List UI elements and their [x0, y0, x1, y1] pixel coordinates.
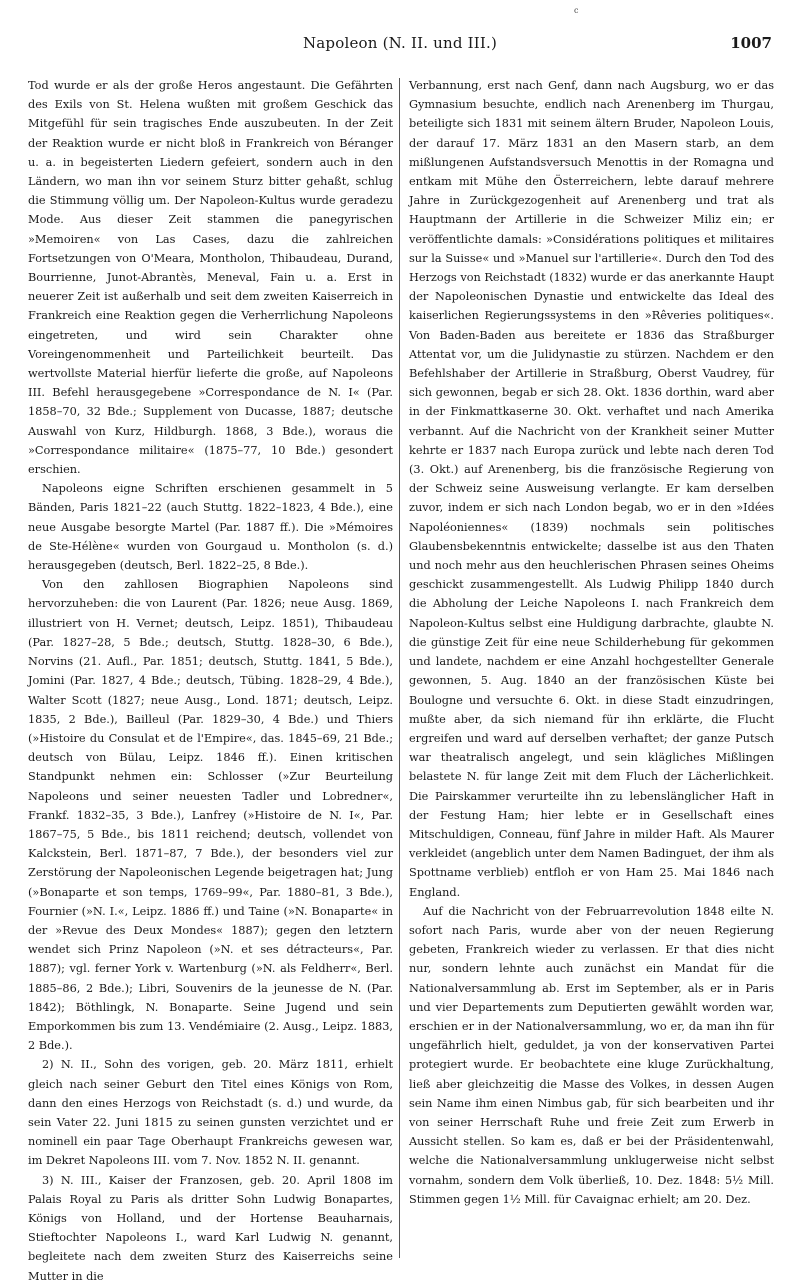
- paragraph-biographies: Von den zahllosen Biographien Napoleons sind hervorzuheben: die von Laurent (Par. 1826; neue Ausg. 1869, illustriert von H. Vernet; deutsch, Leipz. 1851), Thibaudeau (Par. 1827–28, 5 Bde.; deutsch, Stuttg. 1828–30, 6 Bde.), Norvins (21. Aufl., Par. 1851; deutsch, Stuttg. 1841, 5 Bde.), Jomini (Par. 1827, 4 Bde.; deutsch, Tübing. 1828–29, 4 Bde.), Walter Scott (1827; neue Ausg., Lond. 1871; deutsch, Leipz. 1835, 2 Bde.), Bailleul (Par. 1829–30, 4 Bde.) und Thiers (»Histoire du Consulat et de l'Empire«, das. 1845–69, 21 Bde.; deutsch von Bülau, Leipz. 1846 ff.). Einen kritischen Standpunkt nehmen ein: Schlosser (»Zur Beurteilung Napoleons und seiner neuesten Tadler und Lobredner«, Frankf. 1832–35, 3 Bde.), Lanfrey (»Histoire de N. I«, Par. 1867–75, 5 Bde., bis 1811 reichend; deutsch, vollendet von Kalckstein, Berl. 1871–87, 7 Bde.), der besonders viel zur Zerstörung der Napoleonischen Legende beigetragen hat; Jung (»Bonaparte et son temps, 1769–99«, Par. 1880–81, 3 Bde.), Fournier (»N. I.«, Leipz. 1886 ff.) und Taine (»N. Bonaparte« in der »Revue des Deux Mondes« 1887); gegen den letztern wendet sich Prinz Napoleon (»N. et ses détracteurs«, Par. 1887); vgl. ferner York v. Wartenburg (»N. als Feldherr«, Berl. 1885–86, 2 Bde.); Libri, Souvenirs de la jeunesse de N. (Par. 1842); Böthlingk, N. Bonaparte. Seine Jugend und sein Emporkommen bis zum 13. Vendémiaire (2. Ausg., Leipz. 1883, 2 Bde.).: [28, 578, 393, 1053]
- scan-mark: c: [574, 6, 579, 15]
- running-title: Napoleon (N. II. und III.): [302, 34, 498, 52]
- paragraph-napoleon-iii-start: 3) N. III., Kaiser der Franzosen, geb. 20. April 1808 im Palais Royal zu Paris als dritter Sohn Ludwig Bonapartes, Königs von Holland, und der Hortense Beauharnais, Stieftochter Napoleons I., ward Karl Ludwig N. genannt, begleitete nach dem zweiten Sturz des Kaiserreichs seine Mutter in die: [28, 1173, 393, 1283]
- paragraph-napoleon-ii: 2) N. II., Sohn des vorigen, geb. 20. März 1811, erhielt gleich nach seiner Geburt den Titel eines Königs von Rom, dann den eines Herzogs von Reichstadt (s. d.) und wurde, da sein Vater 22. Juni 1815 zu seinen gunsten verzichtet und er nominell ein paar Tage Oberhaupt Frankreichs gewesen war, im Dekret Napoleons III. vom 7. Nov. 1852 N. II. genannt.: [28, 1058, 393, 1168]
- page-header: [28, 34, 772, 56]
- paragraph-february-revolution: Auf die Nachricht von der Februarrevolution 1848 eilte N. sofort nach Paris, wurde aber von der neuen Regierung gebeten, Frankreich wieder zu verlassen. Er that dies nicht nur, sondern lehnte auch zunächst ein Mandat für die Nationalversammlung ab. Erst im September, als er in Paris und vier Departements zum Deputierten gewählt worden war, erschien er in der Nationalversammlung, wo er, da man ihn für ungefährlich hielt, geduldet, ja von der konservativen Partei protegiert wurde. Er beobachtete eine kluge Zurückhaltung, ließ aber gleichzeitig die Masse des Volkes, in dessen Augen sein Name ihm einen Nimbus gab, für sich bearbeiten und ihr von seiner Herrschaft Ruhe und freie Zeit zum Erwerb in Aussicht stellen. So kam es, daß er bei der Präsidentenwahl, welche die Nationalversammlung unklugerweise nicht selbst vornahm, sondern dem Volk überließ, 10. Dez. 1848: 5½ Mill. Stimmen gegen 1½ Mill. für Cavaignac erhielt; am 20. Dez.: [409, 904, 774, 1206]
- paragraph-exile-and-putsches: Verbannung, erst nach Genf, dann nach Augsburg, wo er das Gymnasium besuchte, endlich nach Arenenberg im Thurgau, beteiligte sich 1831 mit seinem ältern Bruder, Napoleon Louis, der darauf 17. März 1831 an den Masern starb, an dem mißlungenen Aufstandsversuch Menottis in der Romagna und entkam mit Mühe den Österreichern, lebte darauf mehrere Jahre in Zurückgezogenheit auf Arenenberg und trat als Hauptmann der Artillerie in die Schweizer Miliz ein; er veröffentlichte damals: »Considérations politiques et militaires sur la Suisse« und »Manuel sur l'artillerie«. Durch den Tod des Herzogs von Reichstadt (1832) wurde er das anerkannte Haupt der Napoleonischen Dynastie und entwickelte das Ideal des kaiserlichen Regierungssystems in den »Rêveries politiques«. Von Baden-Baden aus bereitete er 1836 das Straßburger Attentat vor, um die Julidynastie zu stürzen. Nachdem er den Befehlshaber der Artillerie in Straßburg, Oberst Vaudrey, für sich gewonnen, begab er sich 28. Okt. 1836 dorthin, ward aber in der Finkmattkaserne 30. Okt. verhaftet und nach Amerika verbannt. Auf die Nachricht von der Krankheit seiner Mutter kehrte er 1837 nach Europa zurück und lebte nach deren Tod (3. Okt.) auf Arenenberg, bis die französische Regierung von der Schweiz seine Ausweisung verlangte. Er kam derselben zuvor, indem er sich nach London begab, wo er in den »Idées Napoléoniennes« (1839) nochmals sein politisches Glaubensbekenntnis entwickelte; dasselbe ist aus den Thaten und noch mehr aus den heuchlerischen Phrasen seines Oheims geschickt zusammengestellt. Als Ludwig Philipp 1840 durch die Abholung der Leiche Napoleons I. nach Frankreich dem Napoleon-Kultus selbst eine Huldigung darbrachte, glaubte N. die günstige Zeit für eine neue Schilderhebung für gekommen und landete, nachdem er eine Anzahl hochgestellter Generale gewonnen, 5. Aug. 1840 an der französischen Küste bei Boulogne und versuchte 6. Okt. in diese Stadt einzudringen, mußte aber, da sich niemand für ihn erklärte, die Flucht ergreifen und ward auf derselben verhaftet; der ganze Putsch war theatralisch angelegt, und sein klägliches Mißlingen belastete N. für lange Zeit mit dem Fluch der Lächerlichkeit. Die Pairskammer verurteilte ihn zu lebenslänglicher Haft in der Festung Ham; hier lebte er in Gesellschaft eines Mitschuldigen, Conneau, fünf Jahre in milder Haft. Als Maurer verkleidet (angeblich unter dem Namen Badinguet, der ihm als Spottname verblieb) entfloh er von Ham 25. Mai 1846 nach England.: [409, 79, 774, 899]
- left-column: [28, 76, 393, 1283]
- column-divider: [399, 78, 400, 1258]
- paragraph-own-writings: Napoleons eigne Schriften erschienen gesammelt in 5 Bänden, Paris 1821–22 (auch Stuttg. 1822–1823, 4 Bde.), eine neue Ausgabe besorgte Martel (Par. 1887 ff.). Die »Mémoires de Ste-Hélène« wurden von Gourgaud u. Montholon (s. d.) herausgegeben (deutsch, Berl. 1822–25, 8 Bde.).: [28, 482, 393, 573]
- page-number: 1007: [730, 34, 772, 52]
- paragraph-napoleon-cult: Tod wurde er als der große Heros angestaunt. Die Gefährten des Exils von St. Helena wußten mit großem Geschick das Mitgefühl für sein tragisches Ende auszubeuten. In der Zeit der Reaktion wurde er nicht bloß in Frankreich von Béranger u. a. in begeisterten Liedern gefeiert, sondern auch in den Ländern, wo man ihn vor seinem Sturz bitter gehaßt, schlug die Stimmung völlig um. Der Napoleon-Kultus wurde geradezu Mode. Aus dieser Zeit stammen die panegyrischen »Memoiren« von Las Cases, dazu die zahlreichen Fortsetzungen von O'Meara, Montholon, Thibaudeau, Durand, Bourrienne, Junot-Abrantès, Meneval, Fain u. a. Erst in neuerer Zeit ist außerhalb und seit dem zweiten Kaiserreich in Frankreich eine Reaktion gegen die Verherrlichung Napoleons eingetreten, und wird sein Charakter ohne Voreingenommenheit und Parteilichkeit beurteilt. Das wertvollste Material hierfür lieferte die große, auf Napoleons III. Befehl herausgegebene »Correspondance de N. I« (Par. 1858–70, 32 Bde.; Supplement von Ducasse, 1887; deutsche Auswahl von Kurz, Hildburgh. 1868, 3 Bde.), woraus die »Correspondance militaire« (1875–77, 10 Bde.) gesondert erschien.: [28, 79, 393, 477]
- right-column: [409, 76, 774, 1266]
